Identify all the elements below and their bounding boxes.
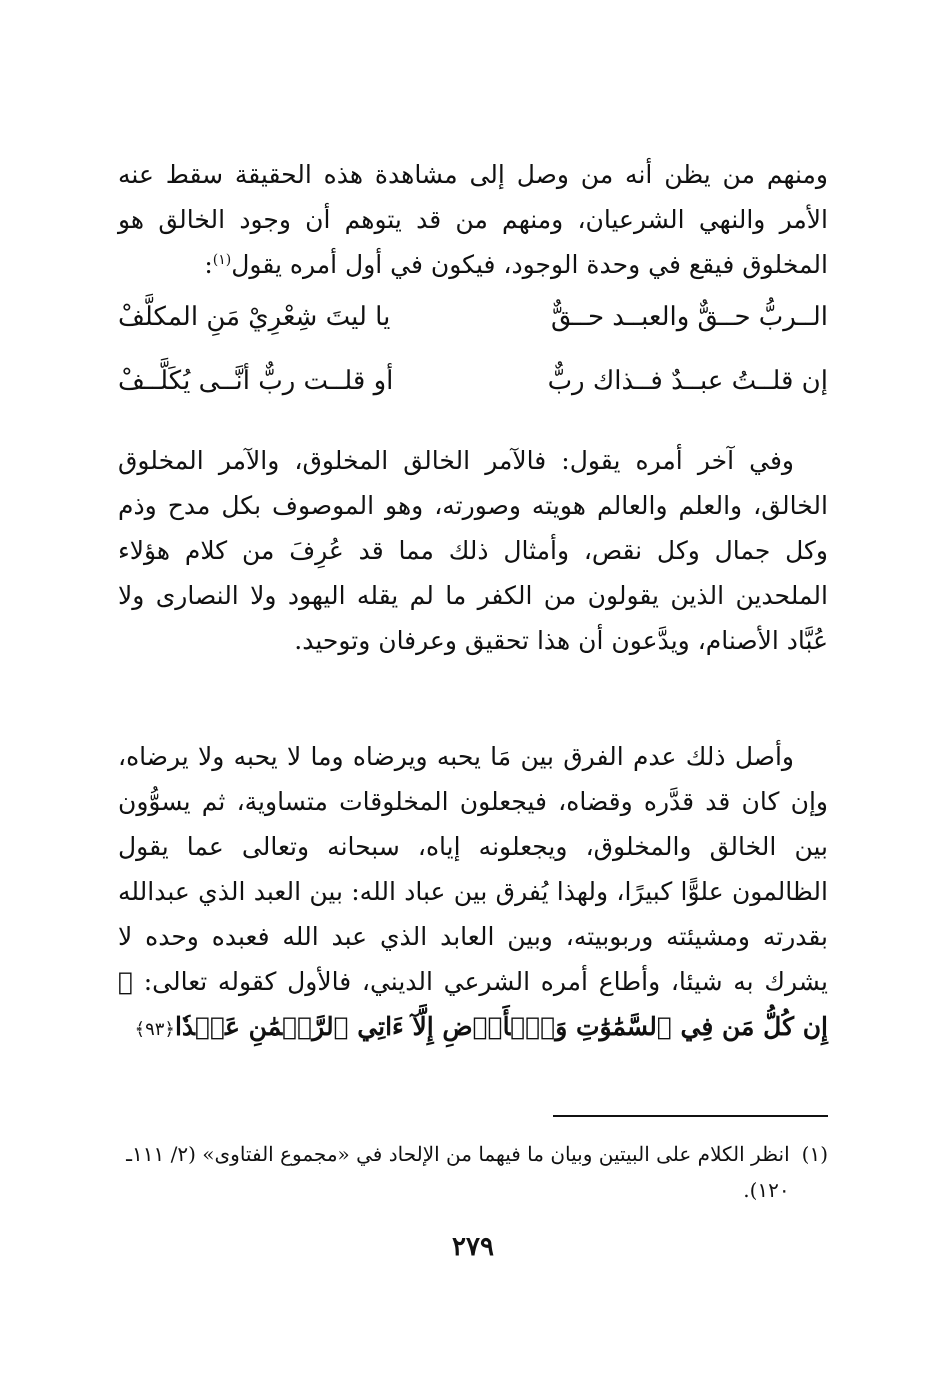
page-number: ٢٧٩ xyxy=(452,1232,494,1262)
footnote-reference: (١) xyxy=(212,252,232,268)
footnote-item xyxy=(118,1136,828,1208)
footnote-text: انظر الكلام على البيتين وبيان ما فيهما من الإلحاد في «مجموع الفتاوى» (٢/ ١١١ـ ١٢٠). xyxy=(126,1142,790,1202)
poem-verse-1-first-hemistich: الــربُّ حــقٌّ والعبــد حــقٌّ xyxy=(551,302,828,332)
paragraph-intro-body: ومنهم من يظن أنه من وصل إلى مشاهدة هذه الحقيقة سقط عنه الأمر والنهي الشرعيان، ومنهم من قد يتوهم أن وجود الخالق هو المخلوق فيقع في وحدة الوجود، فيكون في أول أمره يقول xyxy=(118,160,828,279)
paragraph-intro xyxy=(118,152,828,287)
paragraph-origin xyxy=(118,734,828,1052)
paragraph-intro-text xyxy=(118,152,828,287)
quran-verse: ﴿ إِن كُلُّ مَن فِي ٱلسَّمَٰوَٰتِ وَٱلۡأَرۡضِ إِلَّآ ءَاتِي ٱلرَّحۡمَٰنِ عَبۡدٗا xyxy=(118,967,828,1041)
poem-verse-1 xyxy=(118,302,828,352)
ayah-number-mark: ﴿٩٣﴾ xyxy=(134,1019,175,1040)
paragraph-later-view-text: وفي آخر أمره يقول: فالآمر الخالق المخلوق، والآمر المخلوق الخالق، والعلم والعالم هويته وصورته، وهو الموصوف بكل مدح وذم وكل جمال وكل نقص، وأمثال ذلك مما قد عُرِفَ من كلام هؤلاء الملحدين الذين يقولون من الكفر ما لم يقله اليهود ولا النصارى ولا عُبَّاد الأصنام، ويدَّعون أن هذا تحقيق وعرفان وتوحيد. xyxy=(118,446,828,655)
poem-verse-2 xyxy=(118,366,828,416)
paragraph-origin-text xyxy=(118,734,828,1052)
poem-verse-1-second-hemistich: يا ليتَ شِعْرِيْ مَنِ المكلَّفْ xyxy=(118,302,391,332)
poem-verse-2-first-hemistich: إن قلــتُ عبــدٌ فــذاك ربٌّ xyxy=(547,366,828,396)
poem-verse-2-second-hemistich: أو قلــت ربٌّ أنَّــى يُكَلَّــفْ xyxy=(118,366,394,396)
footnote-separator xyxy=(553,1115,828,1117)
paragraph-origin-body: وأصل ذلك عدم الفرق بين مَا يحبه ويرضاه وما لا يحبه ولا يرضاه، وإن كان قد قدَّره وقضاه، فيجعلون المخلوقات متساوية، ثم يسوُّون بين الخالق والمخلوق، ويجعلونه إياه، سبحانه وتعالى عما يقول الظالمون علوًّا كبيرًا، ولهذا يُفرق بين عباد الله: بين العبد الذي عبدالله بقدرته ومشيئته وربوبيته، وبين العابد الذي عبد الله فعبده وحده لا يشرك به شيئا، وأطاع أمره الشرعي الديني، فالأول كقوله تعالى: xyxy=(118,742,828,996)
paragraph-later-view xyxy=(118,438,828,663)
footnotes-section xyxy=(118,1136,828,1208)
paragraph-intro-colon: : xyxy=(204,250,213,279)
footnote-marker: (١) xyxy=(801,1142,828,1166)
